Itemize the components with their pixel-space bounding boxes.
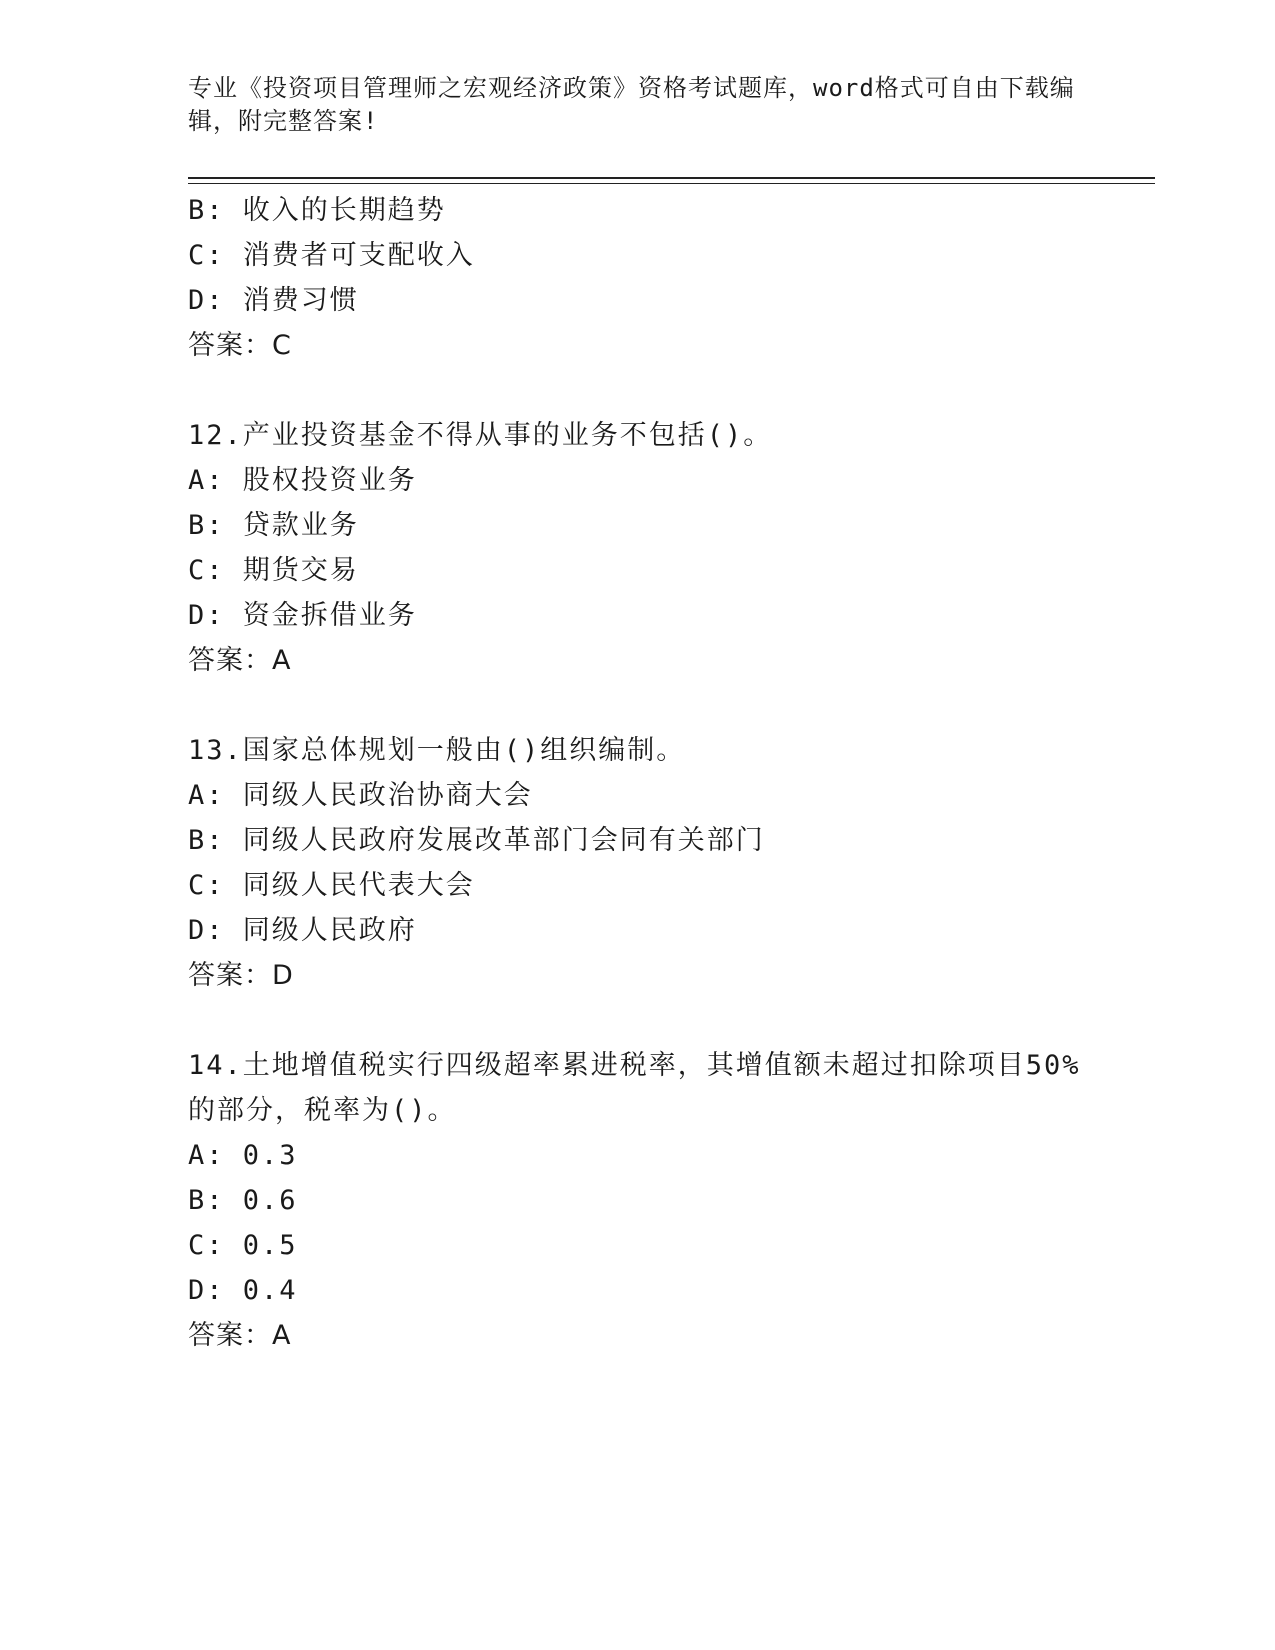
q11-answer: 答案：C bbox=[188, 330, 292, 361]
q13-question: 13.国家总体规划一般由()组织编制。 bbox=[188, 735, 686, 766]
q13-option-a: A: 同级人民政治协商大会 bbox=[188, 780, 533, 811]
q14-question-line-1: 14.土地增值税实行四级超率累进税率，其增值额未超过扣除项目50% bbox=[188, 1050, 1081, 1081]
q13-option-d: D: 同级人民政府 bbox=[188, 915, 417, 946]
q12-option-d: D: 资金拆借业务 bbox=[188, 600, 417, 631]
q11-option-c: C: 消费者可支配收入 bbox=[188, 240, 475, 271]
q11-option-b: B: 收入的长期趋势 bbox=[188, 195, 446, 226]
q12-option-a: A: 股权投资业务 bbox=[188, 465, 417, 496]
header-divider-thin bbox=[188, 183, 1155, 184]
q14-option-a: A: 0.3 bbox=[188, 1140, 298, 1171]
q13-option-b: B: 同级人民政府发展改革部门会同有关部门 bbox=[188, 825, 765, 856]
header-title-line-2: 辑，附完整答案! bbox=[188, 107, 379, 135]
header-title-line-1: 专业《投资项目管理师之宏观经济政策》资格考试题库，word格式可自由下载编 bbox=[188, 74, 1075, 102]
header-divider-thick bbox=[188, 177, 1155, 179]
q14-option-c: C: 0.5 bbox=[188, 1230, 298, 1261]
q12-answer: 答案：A bbox=[188, 645, 292, 676]
q13-answer: 答案：D bbox=[188, 960, 294, 991]
q14-option-b: B: 0.6 bbox=[188, 1185, 298, 1216]
q14-answer: 答案：A bbox=[188, 1320, 292, 1351]
q13-option-c: C: 同级人民代表大会 bbox=[188, 870, 475, 901]
q12-option-b: B: 贷款业务 bbox=[188, 510, 359, 541]
q14-question-line-2: 的部分，税率为()。 bbox=[188, 1095, 457, 1126]
q11-option-d: D: 消费习惯 bbox=[188, 285, 359, 316]
document-header bbox=[188, 72, 1088, 138]
q12-option-c: C: 期货交易 bbox=[188, 555, 359, 586]
q12-question: 12.产业投资基金不得从事的业务不包括()。 bbox=[188, 420, 773, 451]
q14-option-d: D: 0.4 bbox=[188, 1275, 298, 1306]
